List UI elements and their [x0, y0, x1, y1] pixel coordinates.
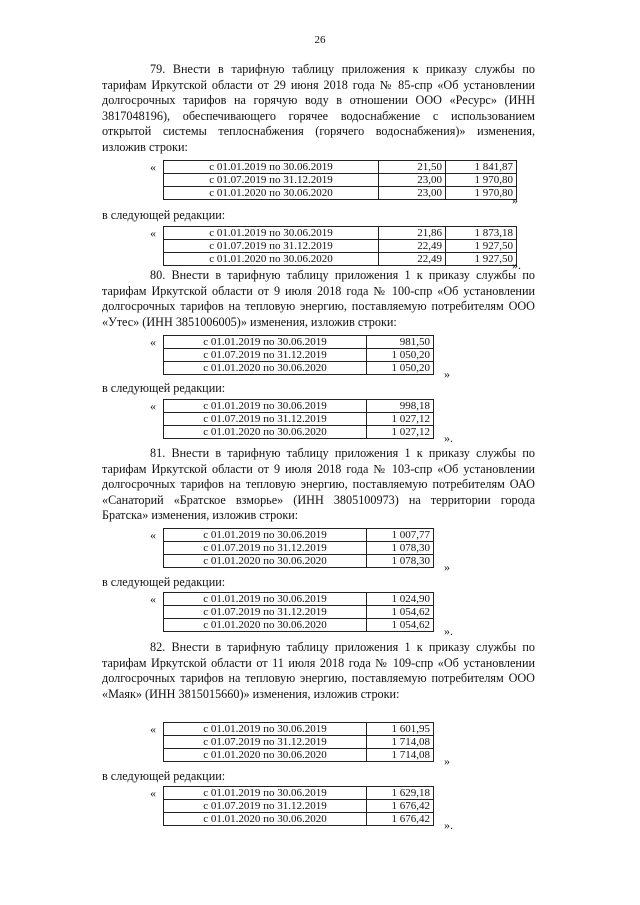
period-cell: с 01.01.2019 по 30.06.2019 [164, 227, 379, 240]
new-rows-table-82 [163, 786, 434, 826]
period-cell: с 01.01.2019 по 30.06.2019 [164, 593, 367, 606]
value-cell: 23,00 [379, 174, 446, 187]
open-quote: « [150, 226, 156, 240]
new-rows-table-80 [163, 399, 434, 439]
value-cell: 1 024,90 [367, 593, 434, 606]
value-cell: 1 873,18 [446, 227, 517, 240]
period-cell: с 01.01.2019 по 30.06.2019 [164, 400, 367, 413]
table-row [164, 426, 434, 439]
new-label: в следующей редакции: [102, 769, 226, 783]
table-row [164, 606, 434, 619]
close-quote: » [444, 754, 450, 768]
close-quote: ». [512, 258, 521, 272]
value-cell: 1 676,42 [367, 813, 434, 826]
open-quote: « [150, 528, 156, 542]
period-cell: с 01.01.2020 по 30.06.2020 [164, 555, 367, 568]
close-quote: ». [444, 624, 453, 638]
table-row [164, 240, 517, 253]
paragraph-79: 79. Внести в тарифную таблицу приложения к приказу службы по тарифам Иркутской области от 29 июня 2018 года № 85-спр «Об установлении долгосрочных тарифов на горячую воду в отношении ООО «Ресурс» (ИНН 3817048196), обеспечивающего горячее водоснабжение с использованием открытой системы теплоснабжения (горячего водоснабжения)» изменения, изложив строки: [102, 62, 535, 154]
table-row [164, 723, 434, 736]
close-quote: ». [444, 818, 453, 832]
value-cell: 998,18 [367, 400, 434, 413]
value-cell: 1 714,08 [367, 749, 434, 762]
value-cell: 1 054,62 [367, 606, 434, 619]
value-cell: 1 970,80 [446, 187, 517, 200]
table-row [164, 362, 434, 375]
value-cell: 1 027,12 [367, 426, 434, 439]
table-row [164, 593, 434, 606]
value-cell: 22,49 [379, 240, 446, 253]
open-quote: « [150, 722, 156, 736]
period-cell: с 01.01.2020 по 30.06.2020 [164, 749, 367, 762]
old-rows-table-79 [163, 160, 517, 200]
table-row [164, 174, 517, 187]
period-cell: с 01.07.2019 по 31.12.2019 [164, 240, 379, 253]
value-cell: 1 054,62 [367, 619, 434, 632]
table-row [164, 787, 434, 800]
table-row [164, 619, 434, 632]
period-cell: с 01.01.2019 по 30.06.2019 [164, 529, 367, 542]
period-cell: с 01.07.2019 по 31.12.2019 [164, 542, 367, 555]
table-row [164, 800, 434, 813]
open-quote: « [150, 335, 156, 349]
value-cell: 1 050,20 [367, 349, 434, 362]
period-cell: с 01.07.2019 по 31.12.2019 [164, 606, 367, 619]
value-cell: 1 078,30 [367, 555, 434, 568]
value-cell: 1 714,08 [367, 736, 434, 749]
value-cell: 981,50 [367, 336, 434, 349]
period-cell: с 01.07.2019 по 31.12.2019 [164, 174, 379, 187]
value-cell: 1 050,20 [367, 362, 434, 375]
close-quote: » [512, 193, 518, 207]
table-row [164, 529, 434, 542]
table-row [164, 736, 434, 749]
open-quote: « [150, 399, 156, 413]
new-label: в следующей редакции: [102, 208, 226, 222]
table-row [164, 542, 434, 555]
value-cell: 1 078,30 [367, 542, 434, 555]
value-cell: 21,86 [379, 227, 446, 240]
old-rows-table-81 [163, 528, 434, 568]
table-row [164, 227, 517, 240]
period-cell: с 01.07.2019 по 31.12.2019 [164, 800, 367, 813]
table-row [164, 187, 517, 200]
new-rows-table-81 [163, 592, 434, 632]
table-row [164, 413, 434, 426]
period-cell: с 01.07.2019 по 31.12.2019 [164, 736, 367, 749]
value-cell: 1 007,77 [367, 529, 434, 542]
open-quote: « [150, 786, 156, 800]
period-cell: с 01.01.2019 по 30.06.2019 [164, 161, 379, 174]
paragraph-82: 82. Внести в тарифную таблицу приложения 1 к приказу службы по тарифам Иркутской области от 11 июля 2018 года № 109-спр «Об установлении долгосрочных тарифов на тепловую энергию, поставляемую потребителям ООО «Маяк» (ИНН 3815015660)» изменения, изложив строки: [102, 640, 535, 701]
table-row [164, 161, 517, 174]
close-quote: ». [444, 431, 453, 445]
paragraph-81: 81. Внести в тарифную таблицу приложения 1 к приказу службы по тарифам Иркутской области от 9 июля 2018 года № 103-спр «Об установлении долгосрочных тарифов на тепловую энергию, поставляемую потребителям ОАО «Санаторий «Братское взморье» (ИНН 3805100973) на территории города Братска» изменения, изложив строки: [102, 446, 535, 523]
period-cell: с 01.01.2020 по 30.06.2020 [164, 253, 379, 266]
period-cell: с 01.01.2020 по 30.06.2020 [164, 619, 367, 632]
period-cell: с 01.07.2019 по 31.12.2019 [164, 413, 367, 426]
table-row [164, 749, 434, 762]
value-cell: 1 676,42 [367, 800, 434, 813]
new-label: в следующей редакции: [102, 381, 226, 395]
value-cell: 1 927,50 [446, 253, 517, 266]
period-cell: с 01.01.2020 по 30.06.2020 [164, 362, 367, 375]
period-cell: с 01.01.2020 по 30.06.2020 [164, 813, 367, 826]
value-cell: 1 601,95 [367, 723, 434, 736]
open-quote: « [150, 592, 156, 606]
table-row [164, 349, 434, 362]
period-cell: с 01.01.2020 по 30.06.2020 [164, 187, 379, 200]
new-rows-table-79 [163, 226, 517, 266]
close-quote: » [444, 367, 450, 381]
table-row [164, 253, 517, 266]
value-cell: 1 027,12 [367, 413, 434, 426]
value-cell: 1 970,80 [446, 174, 517, 187]
value-cell: 22,49 [379, 253, 446, 266]
old-rows-table-80 [163, 335, 434, 375]
period-cell: с 01.01.2019 по 30.06.2019 [164, 336, 367, 349]
value-cell: 23,00 [379, 187, 446, 200]
value-cell: 1 841,87 [446, 161, 517, 174]
value-cell: 21,50 [379, 161, 446, 174]
paragraph-80: 80. Внести в тарифную таблицу приложения 1 к приказу службы по тарифам Иркутской области от 9 июля 2018 года № 100-спр «Об установлении долгосрочных тарифов на тепловую энергию, поставляемую потребителям ООО «Утес» (ИНН 3851006005)» изменения, изложив строки: [102, 268, 535, 329]
new-label: в следующей редакции: [102, 575, 226, 589]
close-quote: » [444, 560, 450, 574]
table-row [164, 336, 434, 349]
period-cell: с 01.01.2019 по 30.06.2019 [164, 723, 367, 736]
period-cell: с 01.07.2019 по 31.12.2019 [164, 349, 367, 362]
table-row [164, 555, 434, 568]
period-cell: с 01.01.2020 по 30.06.2020 [164, 426, 367, 439]
value-cell: 1 927,50 [446, 240, 517, 253]
old-rows-table-82 [163, 722, 434, 762]
period-cell: с 01.01.2019 по 30.06.2019 [164, 787, 367, 800]
table-row [164, 400, 434, 413]
open-quote: « [150, 160, 156, 174]
value-cell: 1 629,18 [367, 787, 434, 800]
table-row [164, 813, 434, 826]
page-number: 26 [314, 34, 326, 46]
